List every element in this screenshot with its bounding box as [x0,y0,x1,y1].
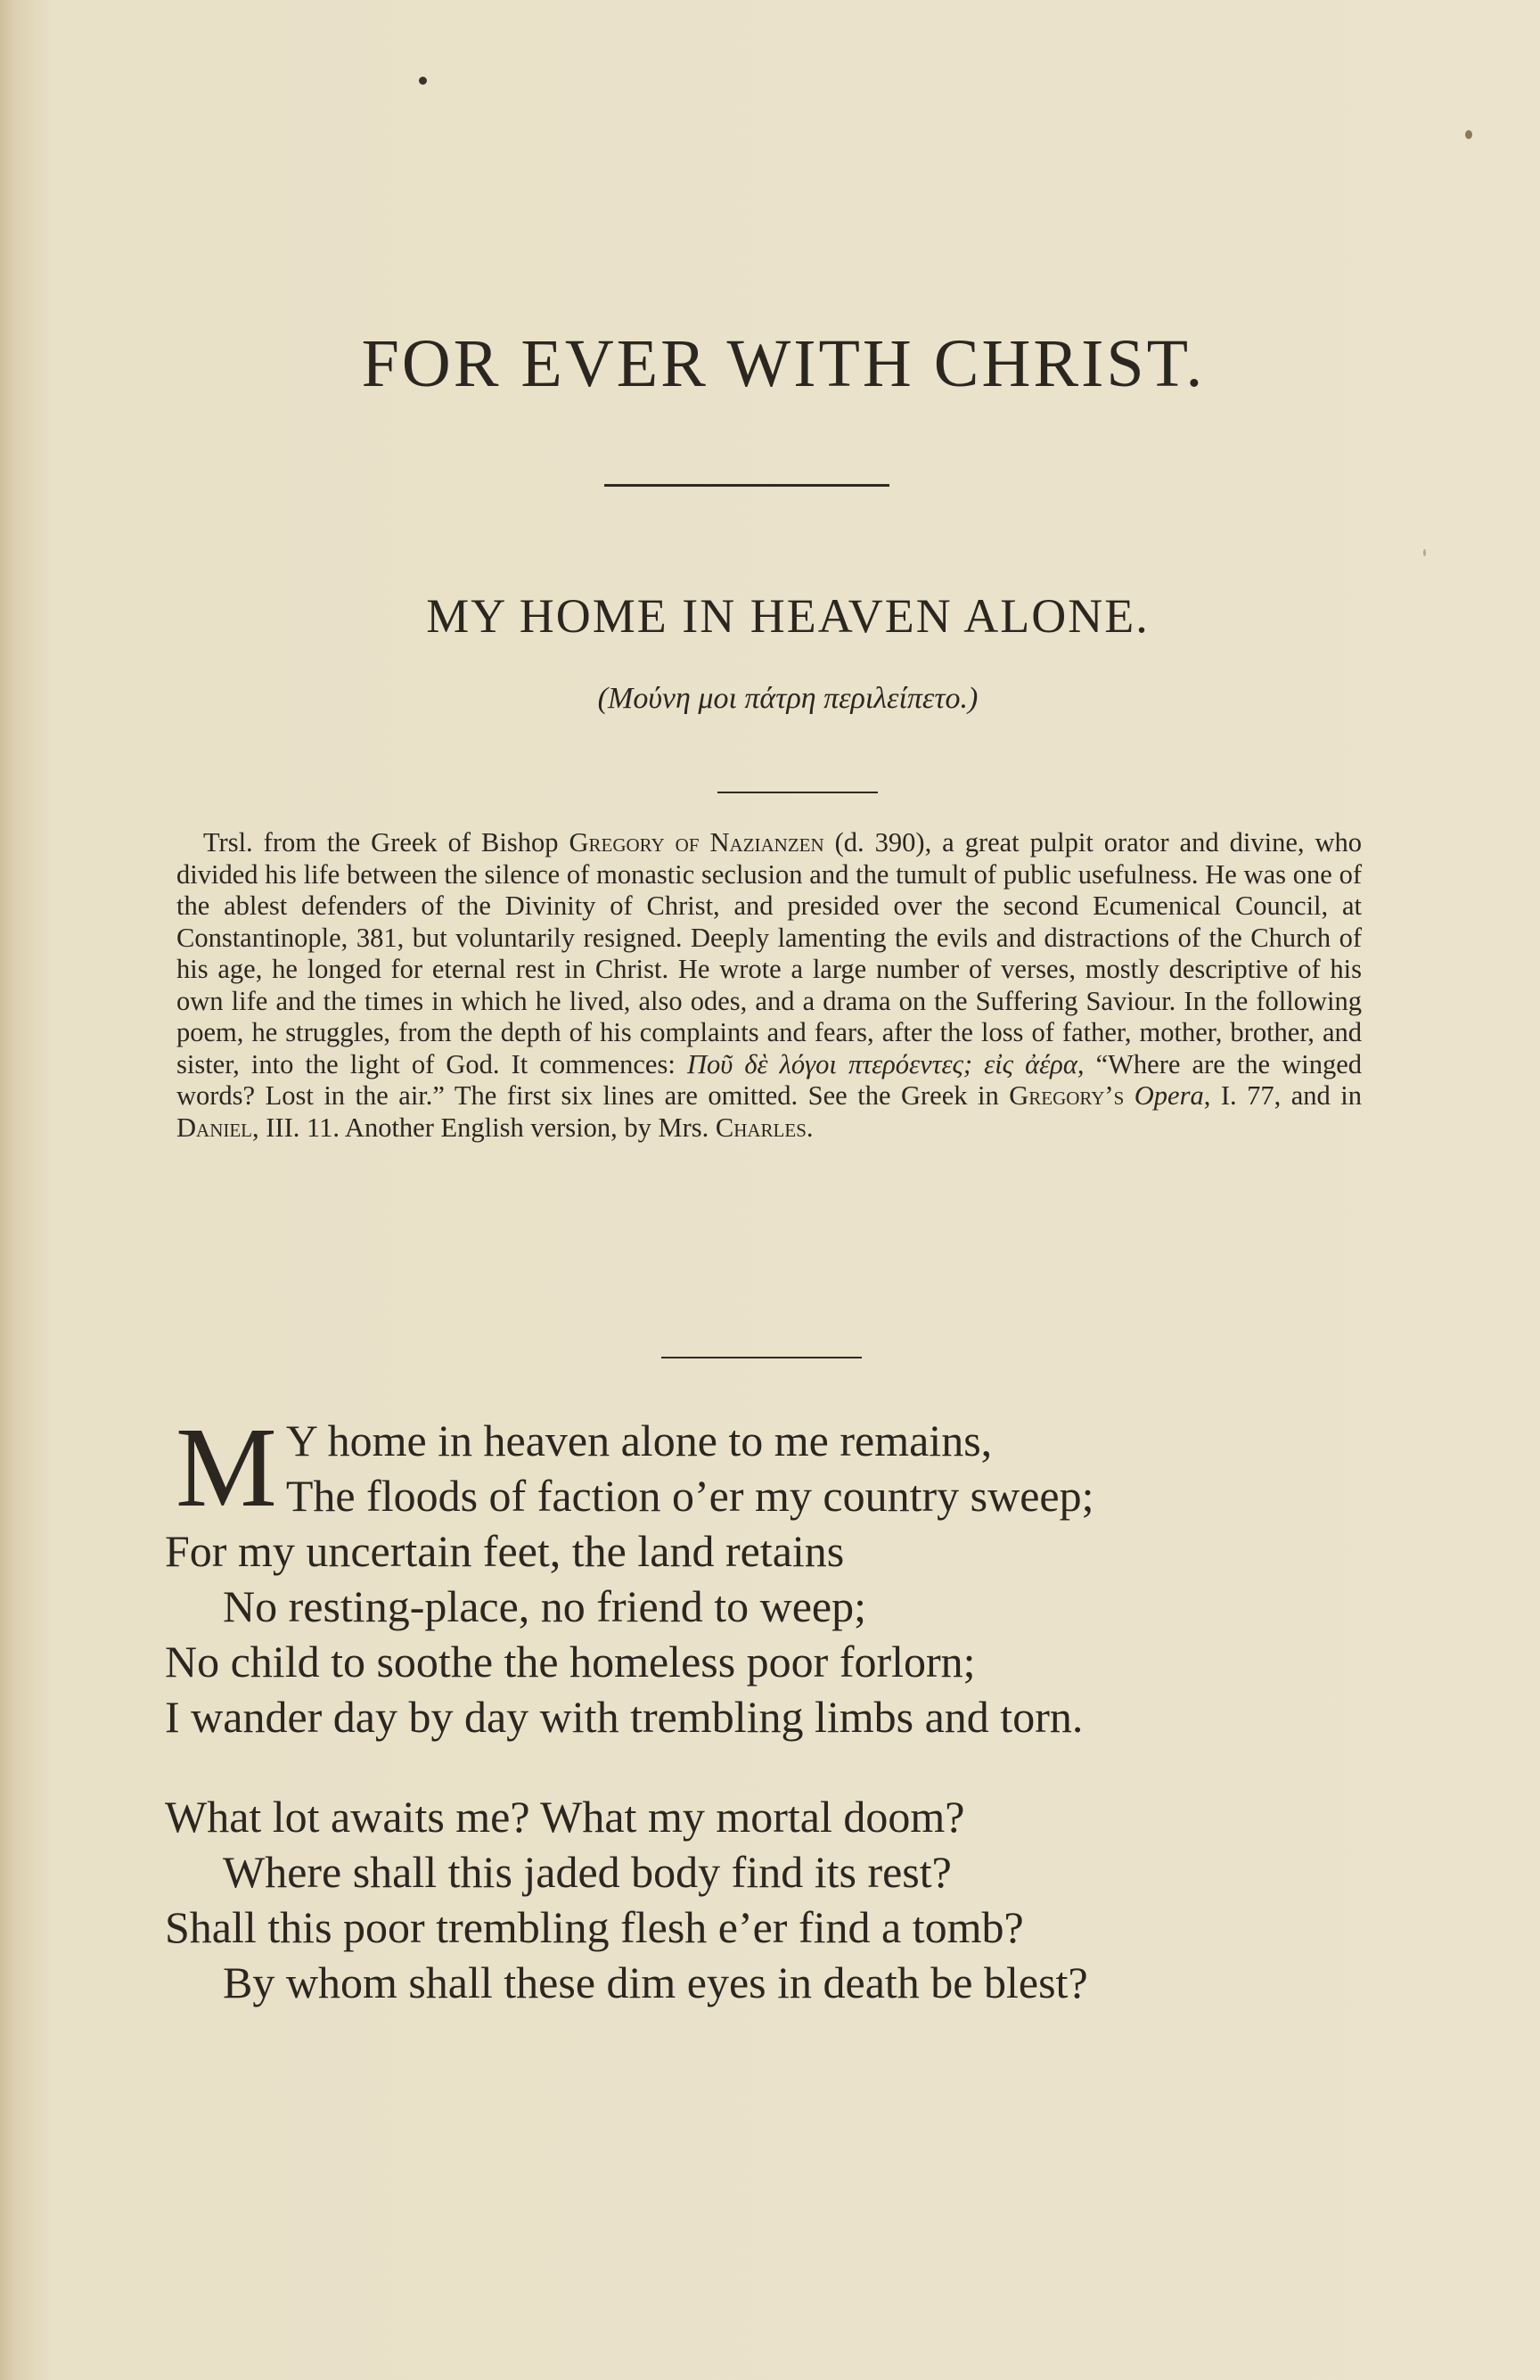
poem-line: Shall this poor trembling flesh e’er find a tomb? [165,1902,1024,1952]
poem-line: No child to soothe the homeless poor forlorn; [165,1637,976,1687]
note-rule [661,1357,862,1358]
daniel-ref: Daniel [176,1112,253,1143]
note-text: , I. 77, and in [1203,1080,1362,1111]
ink-speck [1465,130,1472,139]
poem-line: What lot awaits me? What my mortal doom? [165,1792,965,1842]
poem-line: By whom shall these dim eyes in death be blest? [223,1957,1088,2007]
poem-line: Y home in heaven alone to me remains, [285,1416,993,1465]
stanza-1 [165,1404,1430,1744]
editorial-note [176,827,1362,1144]
ink-speck [1423,549,1426,556]
title-rule [604,484,889,487]
note-text: , III. 11. Another English version, by Mrs. [252,1112,716,1143]
opera-ref: Opera [1134,1080,1204,1111]
note-text: (d. 390), a great pulpit orator and divine, who divided his life between the silence of monastic seclusion and the tumult of public usefulness. He was one of the ablest defenders of the Divinity of Christ, and presided over the second Ecumenical Council, at Constantinople, 381, but voluntarily resigned. Deeply lamenting the evils and distractions of the Church of his age, he longed for eternal rest in Christ. He wrote a large number of verses, mostly descriptive of his own life and the times in which he lived, also odes, and a drama on the Suffering Saviour. In the following poem, he struggles, from the depth of his complaints and fears, after the loss of father, mother, brother, and sister, into the light of God. It commences: [176,827,1362,1079]
drop-cap: M [176,1404,277,1531]
note-paragraph [176,827,1362,1144]
greek-subtitle: (Μούνη μοι πάτρη περιλείπετο.) [597,682,979,715]
charles-ref: Charles [715,1112,807,1143]
note-text: . [806,1112,814,1143]
gregory-ref: Gregory’s [1009,1080,1125,1111]
greek-quote: Ποῦ δὲ λόγοι πτερόεντες; εἰς ἀέρα, [686,1048,1085,1079]
subtitle-rule [717,792,878,793]
poem-title: MY HOME IN HEAVEN ALONE. [426,589,1150,643]
poem-body [165,1404,1430,2055]
note-text: Trsl. from the Greek of Bishop [203,827,569,858]
stanza-2 [165,1789,1430,2010]
main-title: FOR EVER WITH CHRIST. [361,326,1206,401]
note-text: “Where are the winged words? Lost in the air.” The first six lines are omitted. See the Greek in [176,1048,1362,1111]
poem-line: For my uncertain feet, the land retains [165,1526,845,1576]
poem-line: No resting-place, no friend to weep; [223,1581,866,1631]
author-name: Gregory of Nazianzen [569,827,824,858]
poem-line: Where shall this jaded body find its rest? [223,1847,952,1897]
note-text [1124,1080,1135,1111]
ink-speck [419,77,427,85]
poem-line: I wander day by day with trembling limbs and torn. [165,1692,1084,1742]
poem-line: The floods of faction o’er my country sweep; [285,1471,1094,1521]
